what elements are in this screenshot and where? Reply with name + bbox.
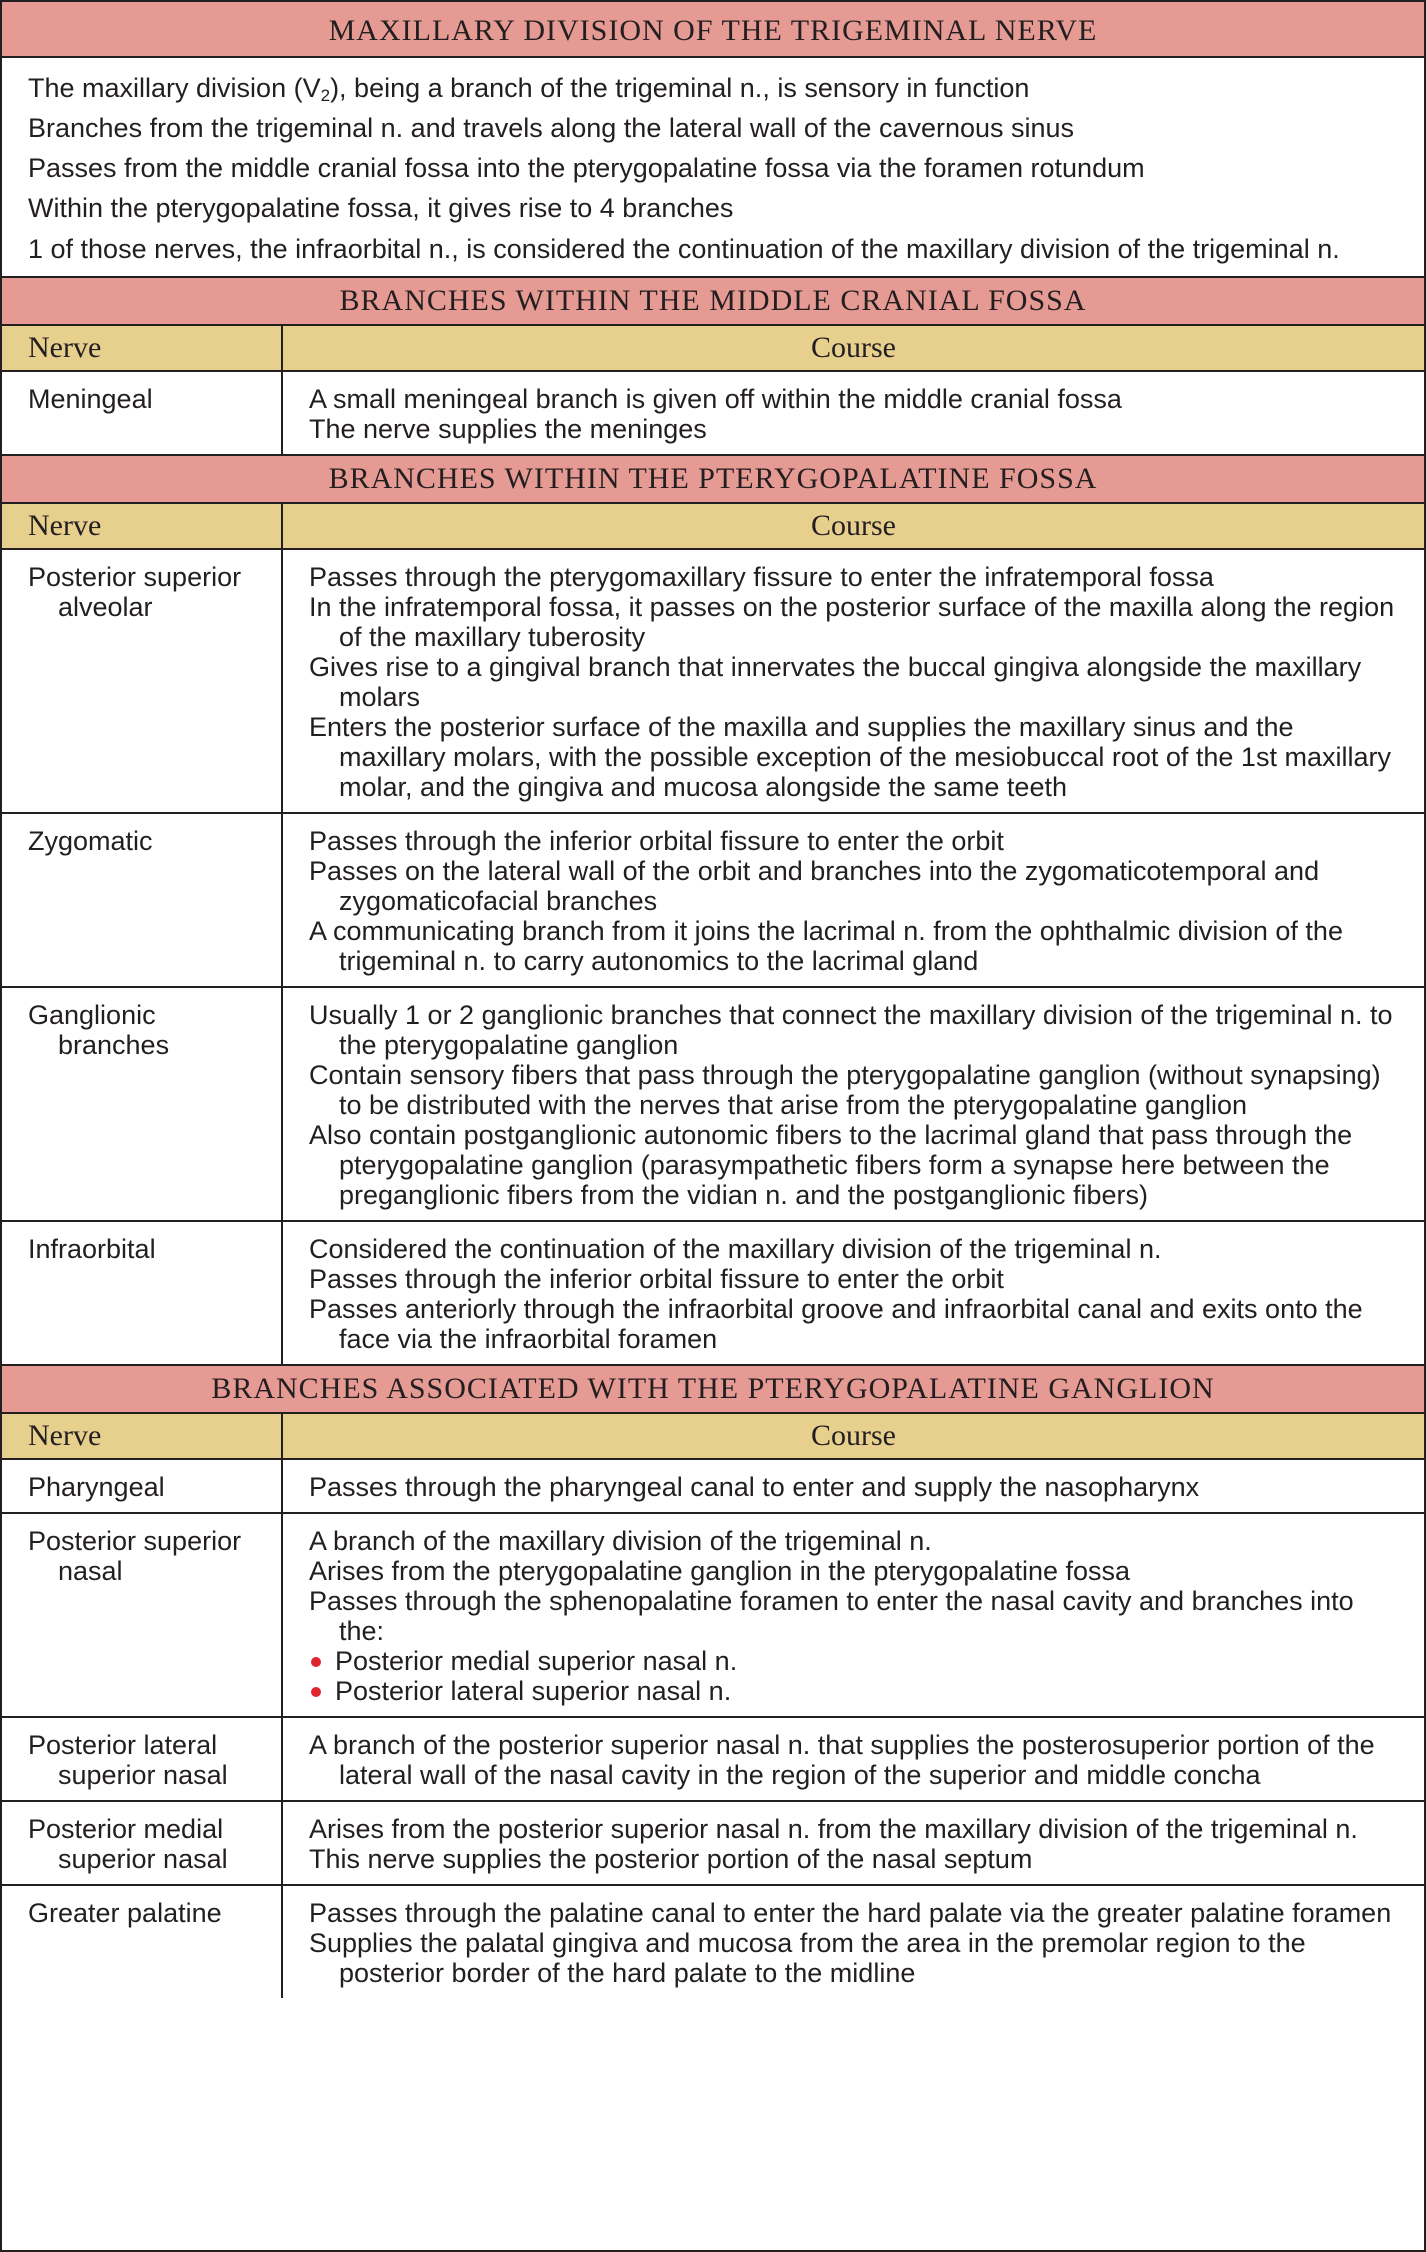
course-line: Usually 1 or 2 ganglionic branches that connect the maxillary division of the trigeminal n. to the pterygopalatine ganglion [309,1000,1393,1060]
nerve-name-line: Infraorbital [28,1234,156,1264]
nerve-name-line: Ganglionic [28,1000,156,1030]
bullet-item [309,1646,1404,1676]
document-title: MAXILLARY DIVISION OF THE TRIGEMINAL NERVE [2,0,1424,58]
column-header-row [2,326,1424,371]
nerve-name-cell [2,1221,282,1364]
course-line: In the infratemporal fossa, it passes on the posterior surface of the maxilla along the region of the maxillary tuberosity [309,592,1395,652]
nerve-name-line: nasal [58,1556,123,1586]
course-line: A small meningeal branch is given off within the middle cranial fossa [309,384,1122,414]
intro-line-5: 1 of those nerves, the infraorbital n., is considered the continuation of the maxillary division of the trigeminal n. [28,234,1340,264]
section-table [2,326,1424,454]
nerve-name-line: Posterior medial [28,1814,224,1844]
column-header-course: Course [282,504,1424,549]
table-row [2,1801,1424,1885]
course-cell [282,1513,1424,1717]
table-row [2,1513,1424,1717]
nerve-name-line: Posterior superior [28,562,242,592]
course-cell [282,1801,1424,1885]
course-line: Arises from the pterygopalatine ganglion in the pterygopalatine fossa [309,1556,1131,1586]
intro-line-3: Passes from the middle cranial fossa into the pterygopalatine fossa via the foramen rotundum [28,153,1145,183]
course-line: Arises from the posterior superior nasal n. from the maxillary division of the trigeminal n. [309,1814,1358,1844]
section-table [2,504,1424,1364]
course-line: Contain sensory fibers that pass through the pterygopalatine ganglion (without synapsing) to be distributed with the nerves that arise from the pterygopalatine ganglion [309,1060,1381,1120]
nerve-name-line: superior nasal [58,1844,228,1874]
section-header: BRANCHES ASSOCIATED WITH THE PTERYGOPALATINE GANGLION [2,1364,1424,1414]
table-row [2,1459,1424,1513]
course-line: Passes through the pharyngeal canal to enter and supply the nasopharynx [309,1472,1200,1502]
nerve-name-cell [2,1513,282,1717]
course-cell [282,1885,1424,1998]
nerve-name-cell [2,987,282,1221]
table-row [2,371,1424,454]
intro-block [2,58,1424,276]
course-line: A branch of the maxillary division of the trigeminal n. [309,1526,932,1556]
nerve-name-line: Meningeal [28,384,153,414]
nerve-name-line: Posterior superior [28,1526,242,1556]
bullet-text: Posterior lateral superior nasal n. [335,1676,732,1706]
intro-line-2: Branches from the trigeminal n. and travels along the lateral wall of the cavernous sinus [28,113,1075,143]
table-row [2,549,1424,813]
course-line: Passes through the inferior orbital fissure to enter the orbit [309,1264,1004,1294]
course-line: Passes through the sphenopalatine foramen to enter the nasal cavity and branches into the: [309,1586,1354,1646]
course-line: Passes on the lateral wall of the orbit and branches into the zygomaticotemporal and zygomaticofacial branches [309,856,1320,916]
table-row [2,813,1424,987]
course-line: Passes anteriorly through the infraorbital groove and infraorbital canal and exits onto the face via the infraorbital foramen [309,1294,1363,1354]
course-cell [282,549,1424,813]
nerve-name-line: Posterior lateral [28,1730,218,1760]
bullet-text: Posterior medial superior nasal n. [335,1646,738,1676]
course-cell [282,1459,1424,1513]
nerve-name-cell [2,1885,282,1998]
sections-container [2,276,1424,1998]
course-line: This nerve supplies the posterior portion of the nasal septum [309,1844,1033,1874]
table-row [2,987,1424,1221]
section-header: BRANCHES WITHIN THE MIDDLE CRANIAL FOSSA [2,276,1424,326]
course-cell [282,987,1424,1221]
table-row [2,1885,1424,1998]
nerve-name-line: Pharyngeal [28,1472,165,1502]
column-header-row [2,1414,1424,1459]
nerve-name-cell [2,371,282,454]
section-header: BRANCHES WITHIN THE PTERYGOPALATINE FOSSA [2,454,1424,504]
course-line: Passes through the palatine canal to enter the hard palate via the greater palatine foramen [309,1898,1392,1928]
table-row [2,1221,1424,1364]
nerve-name-cell [2,1801,282,1885]
column-header-course: Course [282,326,1424,371]
course-line: Enters the posterior surface of the maxilla and supplies the maxillary sinus and the maxillary molars, with the possible exception of the mesiobuccal root of the 1st maxillary molar, and the gingiva and mucosa alongside the same teeth [309,712,1391,802]
course-line: The nerve supplies the meninges [309,414,707,444]
course-cell [282,1717,1424,1801]
bullet-dot-icon [311,1657,321,1667]
course-line: Considered the continuation of the maxillary division of the trigeminal n. [309,1234,1162,1264]
column-header-nerve: Nerve [2,326,282,371]
nerve-name-line: alveolar [58,592,153,622]
table-row [2,1717,1424,1801]
column-header-course: Course [282,1414,1424,1459]
course-cell [282,371,1424,454]
bullet-item [309,1676,1404,1706]
course-line: Passes through the pterygomaxillary fissure to enter the infratemporal fossa [309,562,1214,592]
nerve-name-cell [2,813,282,987]
course-line: Supplies the palatal gingiva and mucosa from the area in the premolar region to the posterior border of the hard palate to the midline [309,1928,1306,1988]
course-line: Passes through the inferior orbital fissure to enter the orbit [309,826,1004,856]
nerve-name-line: superior nasal [58,1760,228,1790]
nerve-name-line: branches [58,1030,170,1060]
nerve-name-cell [2,1717,282,1801]
column-header-nerve: Nerve [2,1414,282,1459]
nerve-name-cell [2,549,282,813]
column-header-row [2,504,1424,549]
course-line: A branch of the posterior superior nasal n. that supplies the posterosuperior portion of the lateral wall of the nasal cavity in the region of the superior and middle concha [309,1730,1375,1790]
nerve-name-cell [2,1459,282,1513]
course-cell [282,1221,1424,1364]
intro-line-4: Within the pterygopalatine fossa, it gives rise to 4 branches [28,193,734,223]
course-line: Gives rise to a gingival branch that innervates the buccal gingiva alongside the maxillary molars [309,652,1362,712]
course-cell [282,813,1424,987]
section-table [2,1414,1424,1998]
bullet-dot-icon [311,1687,321,1697]
intro-line-1: The maxillary division $(V_2)$, being a branch of the trigeminal n., is sensory in function [28,73,1030,105]
course-line: Also contain postganglionic autonomic fibers to the lacrimal gland that pass through the pterygopalatine ganglion (parasympathetic fibers form a synapse here between the preganglionic fibers from the vidian n. and the postganglionic fibers) [309,1120,1353,1210]
column-header-nerve: Nerve [2,504,282,549]
nerve-name-line: Greater palatine [28,1898,222,1928]
nerve-name-line: Zygomatic [28,826,153,856]
course-line: A communicating branch from it joins the lacrimal n. from the ophthalmic division of the trigeminal n. to carry autonomics to the lacrimal gland [309,916,1343,976]
